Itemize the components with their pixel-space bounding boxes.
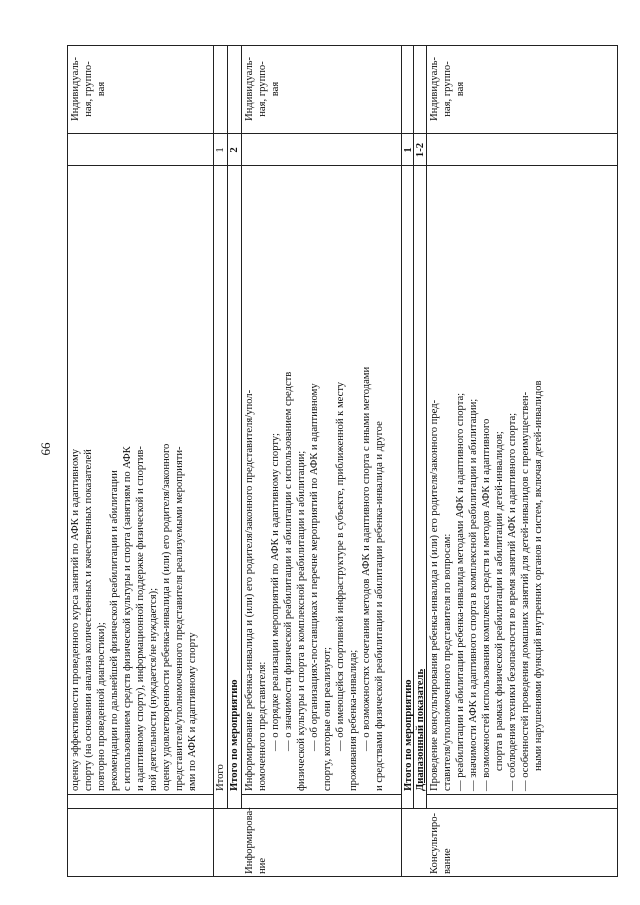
column-separator	[67, 165, 617, 166]
text-line: ставителя/уполномоченного представителя по вопросам:	[442, 533, 453, 791]
text-line: — реабилитации и абилитации ребенка-инвалида методами АФК и адаптивного спорта;	[455, 392, 466, 791]
row-separator	[241, 45, 242, 809]
itogo-meropriyatiyu-value: 2	[229, 147, 240, 153]
column-separator	[67, 133, 617, 134]
table-border-left	[67, 876, 617, 877]
text-line: — о значимости физической реабилитации и абилитации с использованием средств	[283, 371, 294, 751]
itogo-meropriyatiyu-label: Итого по мероприятию	[229, 679, 240, 791]
text-line: и средствами физической реабилитации и абилитации ребенка-инвалида и другое	[374, 421, 385, 791]
text-line: с использованием средств физической культуры и спорта (занятиям по АФК	[122, 446, 133, 791]
row-separator	[213, 45, 214, 877]
text-line: — об имеющейся спортивной инфраструктуре в субъекте, приближенной к месту	[335, 381, 346, 751]
itogo-meropriyatiyu-value: 1	[403, 147, 414, 153]
text-line: — соблюдения техники безопасности во время занятий АФК и адаптивного спорта;	[507, 412, 518, 791]
column-separator	[67, 808, 617, 809]
text-line: — о возможностях сочетания методов АФК и адаптивного спорта с иными методами	[361, 366, 372, 751]
page-number: 66	[38, 442, 53, 456]
inform-text-block	[243, 367, 386, 791]
text-line: — о порядке реализации мероприятий по АФК и адаптивному спорту;	[270, 433, 281, 751]
range-label: Диапазонный показатель	[415, 668, 426, 791]
column-separator	[241, 794, 401, 795]
text-line: номоченного представителя:	[257, 661, 268, 791]
range-value: 1-2	[415, 142, 426, 158]
itogo-label: Итого	[215, 764, 226, 791]
table-border-right	[67, 45, 617, 46]
itogo-value: 1	[215, 147, 226, 153]
text-line: оценку эффективности проведенного курса занятий по АФК и адаптивному	[70, 448, 81, 791]
column-separator	[67, 794, 213, 795]
consult-text-block	[428, 380, 545, 791]
text-line: и адаптивному спорту), информационной поддержке физической и спортив-	[135, 446, 146, 791]
inform-type-cell: Информирова- ние	[244, 807, 268, 874]
table-border-top	[67, 45, 68, 877]
consult-type-cell: Консультиро- вание	[429, 812, 453, 874]
text-line: физической культуры и спорта в комплексной реабилитации и абилитации;	[296, 450, 307, 791]
text-line: Информирование ребенка-инвалида и (или) его родителя/законного представителя/упол-	[244, 389, 255, 791]
text-line: повторно проведенной диагностики);	[96, 622, 107, 791]
text-line: — об организациях-поставщиках и перечне мероприятий по АФК и адаптивному	[309, 383, 320, 751]
text-line: спорта в рамках физической реабилитации и абилитации детей-инвалидов;	[494, 431, 505, 771]
text-line: проживания ребенка-инвалида;	[348, 649, 359, 791]
text-line: представителя/уполномоченного представителя реализуемыми мероприяти-	[174, 446, 185, 791]
column-separator	[426, 794, 617, 795]
itogo-meropriyatiyu-label: Итого по мероприятию	[403, 679, 414, 791]
text-line: — особенностей проведения домашних занятий для детей-инвалидов с преимуществен-	[520, 391, 531, 791]
rotated-table	[67, 45, 617, 877]
text-line: — значимости АФК и адаптивного спорта в комплексной реабилитации и абилитации;	[468, 398, 479, 791]
text-line: ными нарушениями функций внутренних органов и систем, включая детей-инвалидов	[533, 380, 544, 771]
text-line: рекомендации по дальнейшей физической реабилитации и абилитации	[109, 470, 120, 791]
text-line: ями по АФК и адаптивному спорту	[187, 632, 198, 791]
text-line: Проведение консультирования ребенка-инвалида и (или) его родителя/законного пред-	[429, 399, 440, 791]
text-line: ной деятельности (нуждается/не нуждается);	[148, 587, 159, 791]
text-line: спорту, которые они реализуют;	[322, 647, 333, 791]
inform-form-cell: Индивидуаль- ная, группо- вая	[244, 56, 281, 122]
row1-text-block	[69, 444, 199, 791]
row1-form-cell: Индивидуаль- ная, группо- вая	[70, 56, 107, 122]
table-border-bottom	[617, 45, 618, 877]
text-line: — возможностей использования комплекса средств и методов АФК и адаптивного	[481, 418, 492, 791]
text-line: оценку удовлетворенности ребенка-инвалида и (или) его родителя/законного	[161, 443, 172, 791]
consult-form-cell: Индивидуаль- ная, группо- вая	[429, 56, 466, 122]
text-line: спорту (на основании анализа количественных и качественных показателей	[83, 449, 94, 791]
